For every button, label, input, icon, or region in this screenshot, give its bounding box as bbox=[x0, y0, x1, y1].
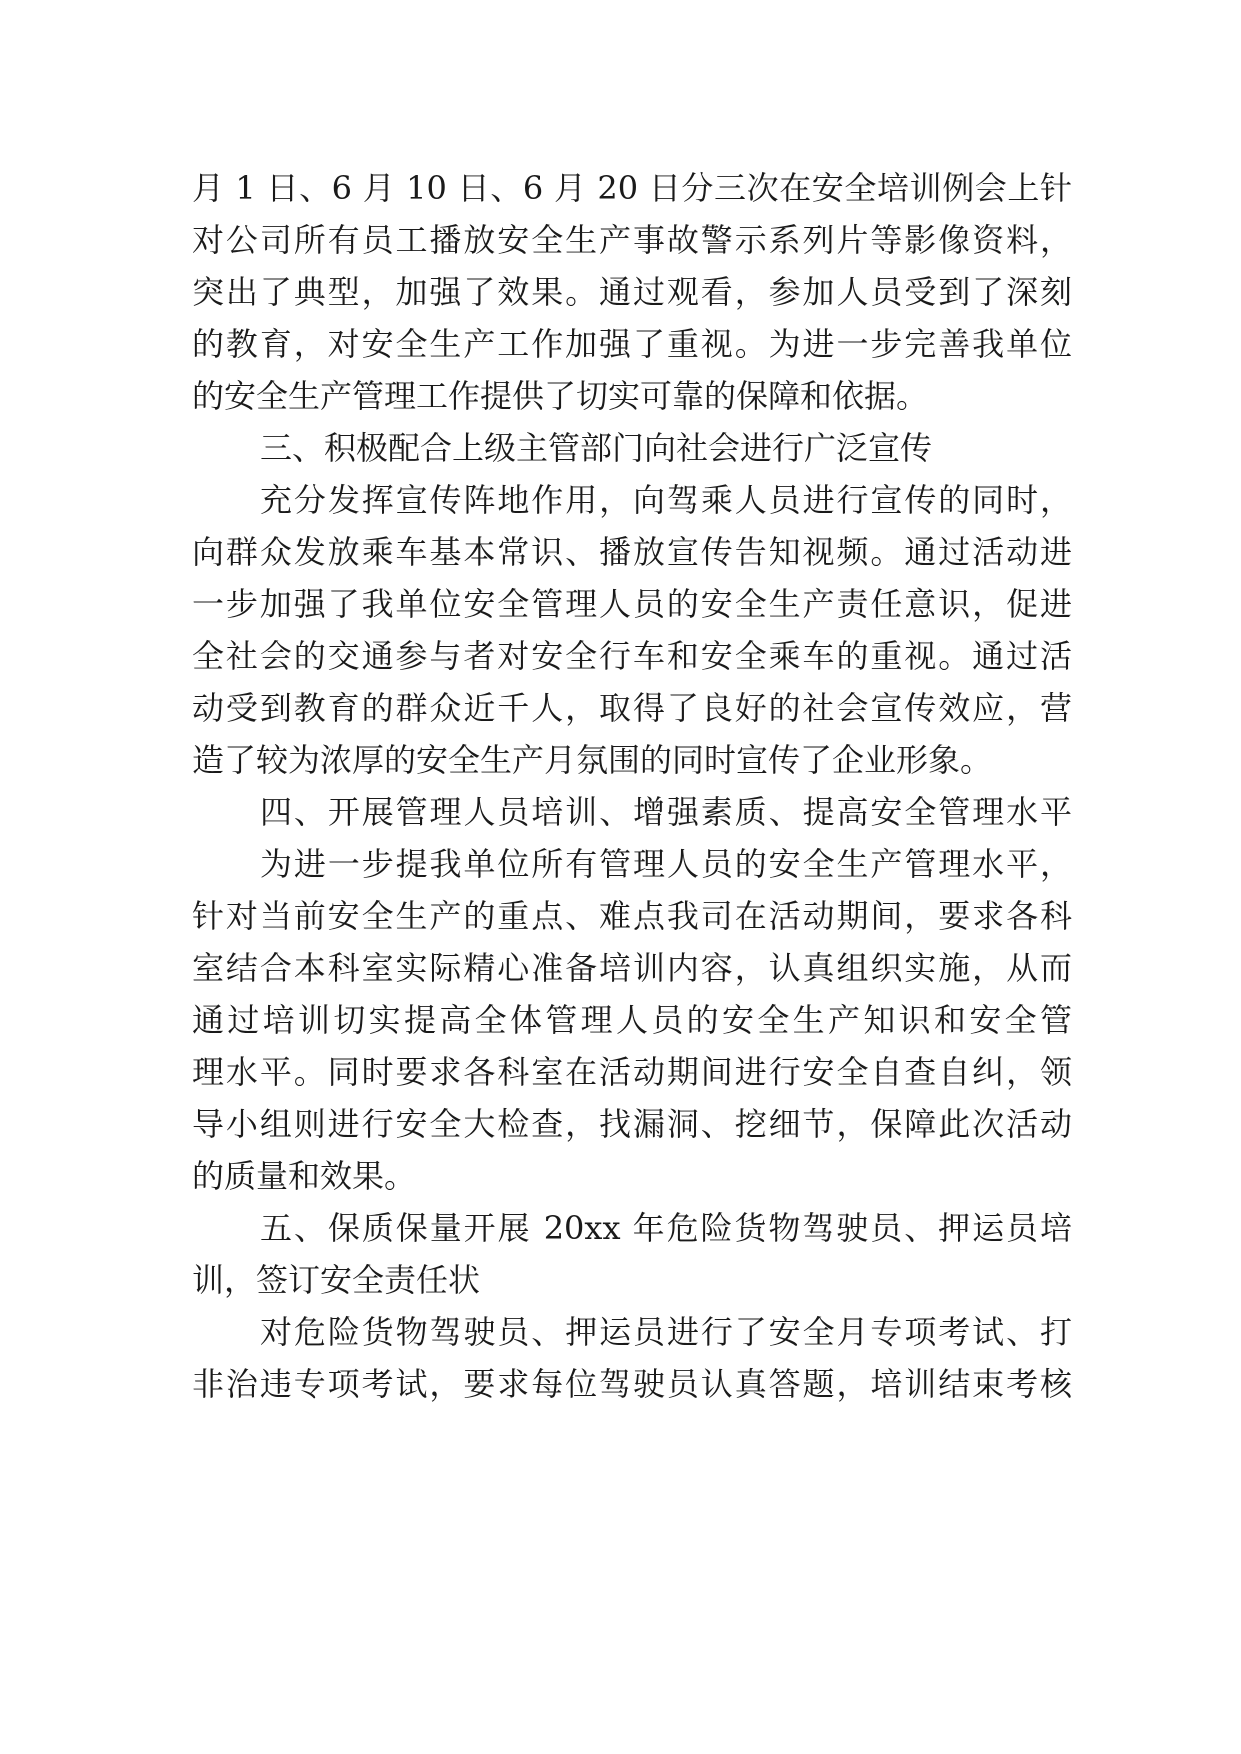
section-heading-5: 五、保质保量开展 20xx 年危险货物驾驶员、押运员培 bbox=[260, 1209, 1072, 1247]
paragraph-line: 理水平。同时要求各科室在活动期间进行安全自查自纠，领 bbox=[192, 1053, 1072, 1091]
section-heading-5-cont: 训，签订安全责任状 bbox=[192, 1261, 481, 1299]
paragraph-line: 的教育，对安全生产工作加强了重视。为进一步完善我单位 bbox=[192, 325, 1072, 363]
paragraph-line: 全社会的交通参与者对安全行车和安全乘车的重视。通过活 bbox=[192, 637, 1072, 675]
paragraph-line: 导小组则进行安全大检查，找漏洞、挖细节，保障此次活动 bbox=[192, 1105, 1072, 1143]
paragraph-line: 的质量和效果。 bbox=[192, 1157, 417, 1195]
paragraph-line: 对公司所有员工播放安全生产事故警示系列片等影像资料， bbox=[192, 221, 1072, 259]
section-heading-3: 三、积极配合上级主管部门向社会进行广泛宣传 bbox=[260, 429, 933, 467]
paragraph-line: 月 1 日、6 月 10 日、6 月 20 日分三次在安全培训例会上针 bbox=[192, 169, 1072, 207]
paragraph-line: 造了较为浓厚的安全生产月氛围的同时宣传了企业形象。 bbox=[192, 741, 993, 779]
paragraph-line: 动受到教育的群众近千人，取得了良好的社会宣传效应，营 bbox=[192, 689, 1072, 727]
document-body bbox=[192, 162, 1072, 1410]
paragraph-line: 充分发挥宣传阵地作用，向驾乘人员进行宣传的同时， bbox=[260, 481, 1072, 519]
paragraph-line: 突出了典型，加强了效果。通过观看，参加人员受到了深刻 bbox=[192, 273, 1072, 311]
paragraph-line: 对危险货物驾驶员、押运员进行了安全月专项考试、打 bbox=[260, 1313, 1072, 1351]
paragraph-line: 通过培训切实提高全体管理人员的安全生产知识和安全管 bbox=[192, 1001, 1072, 1039]
paragraph-line: 一步加强了我单位安全管理人员的安全生产责任意识，促进 bbox=[192, 585, 1072, 623]
paragraph-line: 针对当前安全生产的重点、难点我司在活动期间，要求各科 bbox=[192, 897, 1072, 935]
paragraph-line: 非治违专项考试，要求每位驾驶员认真答题，培训结束考核 bbox=[192, 1365, 1072, 1403]
section-heading-4: 四、开展管理人员培训、增强素质、提高安全管理水平 bbox=[260, 793, 1072, 831]
paragraph-line: 室结合本科室实际精心准备培训内容，认真组织实施，从而 bbox=[192, 949, 1072, 987]
paragraph-line: 的安全生产管理工作提供了切实可靠的保障和依据。 bbox=[192, 377, 929, 415]
paragraph-line: 向群众发放乘车基本常识、播放宣传告知视频。通过活动进 bbox=[192, 533, 1072, 571]
paragraph-line: 为进一步提我单位所有管理人员的安全生产管理水平， bbox=[260, 845, 1072, 883]
